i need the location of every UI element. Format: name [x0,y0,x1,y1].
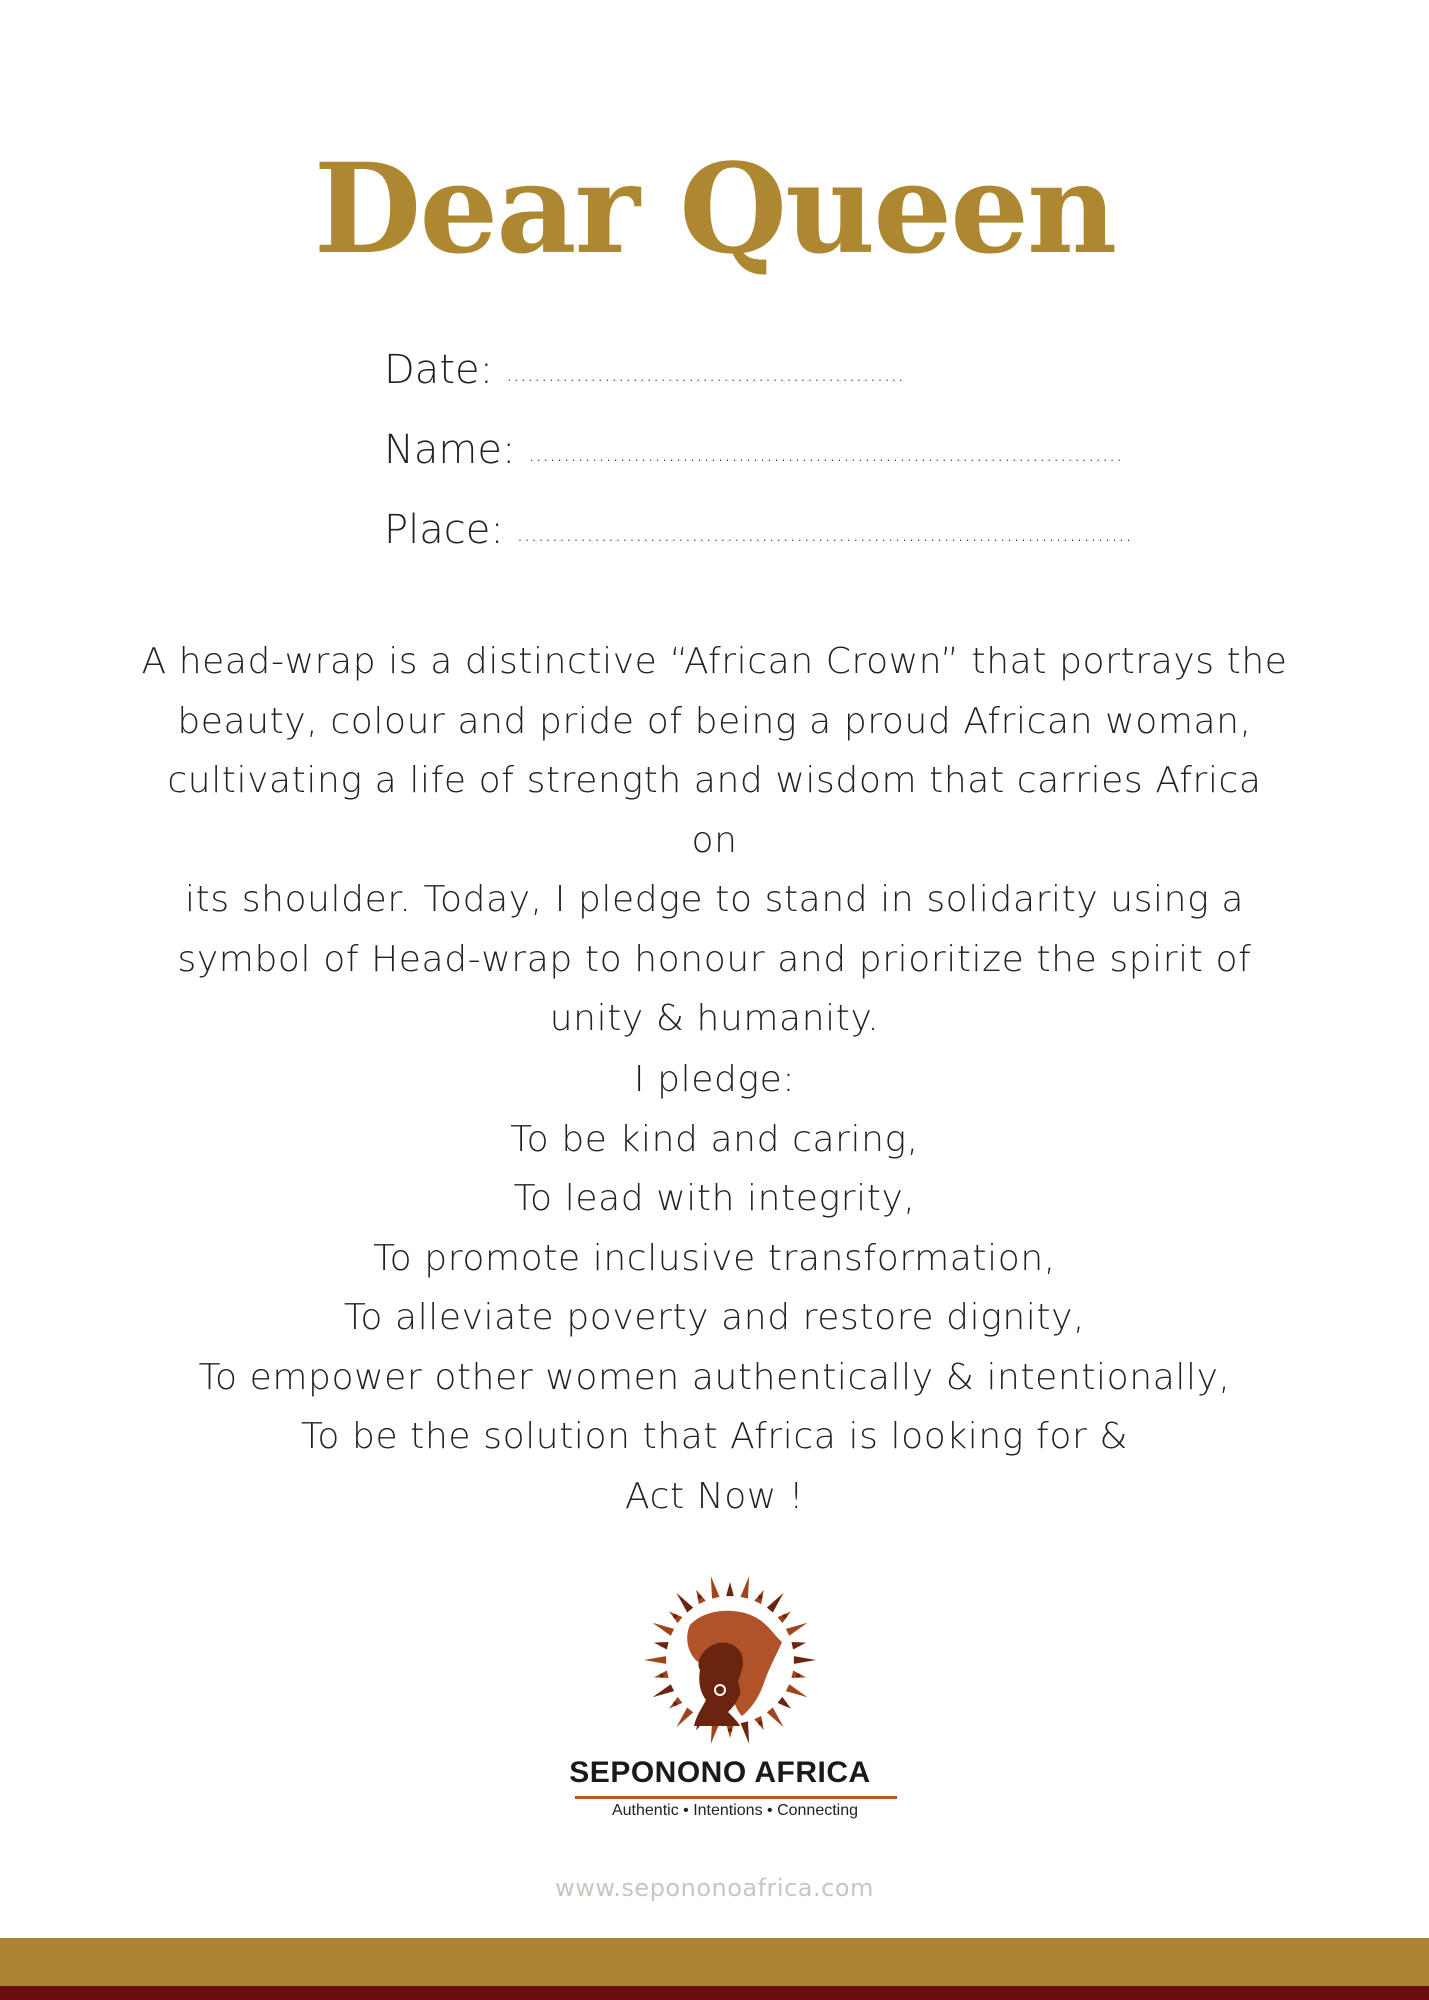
sun-dot-icon [673,1614,677,1618]
pledge-line: To be kind and caring, [510,1118,919,1160]
place-blank: ........................................................................................ [516,522,1132,547]
intro-line: beauty, colour and pride of being a proud African woman, [177,700,1252,742]
footer-band-gold [0,1938,1429,1986]
intro-line: unity & humanity. [549,998,880,1039]
intro-paragraph [140,632,1289,1049]
sun-dot-icon [697,1595,701,1599]
sun-ray-icon [740,1721,749,1743]
intro-line: cultivating a life of strength and wisdom that carries Africa on [167,760,1262,861]
page-title: Dear Queen [313,137,1116,282]
sun-dot-icon [728,1588,732,1592]
pledge-line: To promote inclusive transformation, [373,1237,1056,1279]
sun-ray-icon [786,1623,808,1636]
sun-ray-icon [767,1593,784,1613]
sun-dot-icon [796,1673,800,1677]
date-blank: ......................................................... [505,362,905,387]
pledge-line: To lead with integrity, [513,1178,916,1219]
brand-name: SEPONONO AFRICA [569,1756,871,1789]
name-label: Name: [384,427,516,473]
pledge-line: To empower other women authentically & intentionally, [198,1356,1231,1398]
pledge-heading: I pledge: [633,1059,796,1100]
sun-ray-icon [740,1576,749,1598]
sun-dot-icon [673,1701,677,1705]
brand-divider [575,1796,897,1799]
sun-dot-icon [660,1642,664,1646]
brand-tagline: Authentic • Intentions • Connecting [611,1802,859,1819]
sun-ray-icon [786,1684,808,1697]
intro-line: symbol of Head-wrap to honour and prioritize the spirit of [177,938,1252,980]
intro-line: A head-wrap is a distinctive “African Crown” that portrays the [141,641,1288,682]
sun-dot-icon [796,1642,800,1646]
website-link[interactable]: www.sepononoafrica.com [555,1874,874,1902]
footer-band-maroon [0,1986,1429,2000]
sun-ray-icon [653,1623,675,1636]
sun-dot-icon [758,1595,762,1599]
pledge-list [140,1050,1289,1526]
sun-africa-emblem-icon [570,1570,870,1760]
sun-dot-icon [728,1728,732,1732]
name-field [384,424,1144,504]
pledge-line: Act Now ! [624,1475,805,1517]
sun-dot-icon [783,1614,787,1618]
sun-ray-icon [711,1576,720,1598]
pledge-form-fields [384,344,1144,584]
intro-line: its shoulder. Today, I pledge to stand in solidarity using a [185,879,1244,920]
sun-ray-icon [676,1708,693,1728]
date-label: Date: [384,347,494,393]
place-label: Place: [384,507,504,553]
sun-dot-icon [758,1721,762,1725]
sun-dot-icon [783,1701,787,1705]
sun-ray-icon [767,1708,784,1728]
pledge-line: To be the solution that Africa is looking for & [300,1416,1129,1457]
place-field [384,504,1144,584]
name-blank: ..................................................................................... [528,442,1123,467]
date-field [384,344,1144,424]
sun-ray-icon [644,1656,666,1664]
pledge-line: To alleviate poverty and restore dignity, [343,1297,1086,1338]
sun-ray-icon [676,1593,693,1613]
sun-ray-icon [794,1656,816,1664]
sun-dot-icon [660,1673,664,1677]
sun-ray-icon [653,1684,675,1697]
